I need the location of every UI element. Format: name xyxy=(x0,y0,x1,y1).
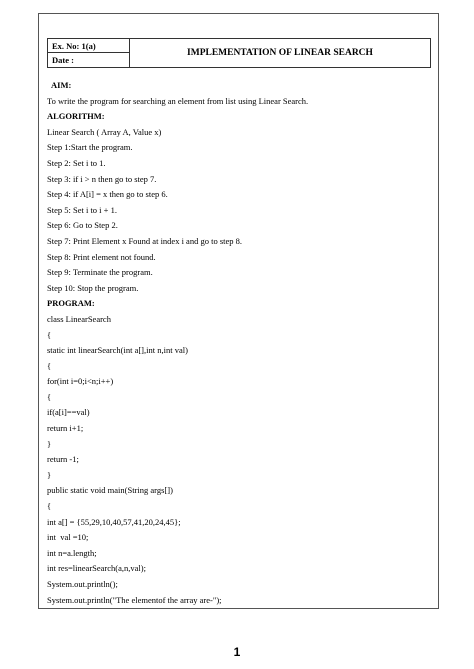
page-title: IMPLEMENTATION OF LINEAR SEARCH xyxy=(187,48,373,58)
program-line: return -1; xyxy=(47,454,79,465)
algorithm-line: Step 9: Terminate the program. xyxy=(47,267,153,278)
algorithm-line: Step 6: Go to Step 2. xyxy=(47,220,118,231)
program-line: int res=linearSearch(a,n,val); xyxy=(47,563,146,574)
program-line: { xyxy=(47,329,52,340)
program-line: int val =10; xyxy=(47,532,89,543)
program-line: { xyxy=(47,360,52,371)
program-line: { xyxy=(47,501,52,512)
algorithm-heading: ALGORITHM: xyxy=(47,111,105,122)
algorithm-line: Step 3: if i > n then go to step 7. xyxy=(47,173,157,184)
document-body xyxy=(47,78,427,608)
algorithm-line: Step 2: Set i to 1. xyxy=(47,157,106,168)
program-line: return i+1; xyxy=(47,423,84,434)
program-line: } xyxy=(47,469,52,480)
aim-heading: AIM: xyxy=(51,80,72,90)
page-number: 1 xyxy=(233,645,241,659)
program-line: } xyxy=(47,438,52,449)
algorithm-line: Step 7: Print Element x Found at index i and go to step 8. xyxy=(47,235,243,246)
program-heading: PROGRAM: xyxy=(47,298,95,309)
algorithm-line: Step 5: Set i to i + 1. xyxy=(47,204,117,215)
program-line: { xyxy=(47,391,52,402)
program-line: for(int i=0;i<n;i++) xyxy=(47,376,114,387)
program-line: int a[] = {55,29,10,40,57,41,20,24,45}; xyxy=(47,516,181,527)
program-line: System.out.println("The elementof the array are-"); xyxy=(47,594,222,605)
program-line: int n=a.length; xyxy=(47,547,97,558)
program-line: public static void main(String args[]) xyxy=(47,485,173,496)
algorithm-line: Step 1:Start the program. xyxy=(47,142,133,153)
ex-no-label: Ex. No: 1(a) xyxy=(48,39,129,53)
aim-text: To write the program for searching an element from list using Linear Search. xyxy=(47,95,309,106)
program-line: class LinearSearch xyxy=(47,313,111,324)
header-left-cell xyxy=(48,39,130,67)
date-label: Date : xyxy=(52,55,74,65)
program-line: System.out.println(); xyxy=(47,579,118,589)
program-line: if(a[i]==val) xyxy=(47,407,90,418)
program-line: static int linearSearch(int a[],int n,int val) xyxy=(47,345,188,356)
algorithm-line: Linear Search ( Array A, Value x) xyxy=(47,126,162,137)
algorithm-line: Step 4: if A[i] = x then go to step 6. xyxy=(47,189,168,200)
algorithm-line: Step 8: Print element not found. xyxy=(47,251,156,262)
algorithm-line: Step 10: Stop the program. xyxy=(47,282,139,293)
exercise-header-table xyxy=(47,38,431,68)
